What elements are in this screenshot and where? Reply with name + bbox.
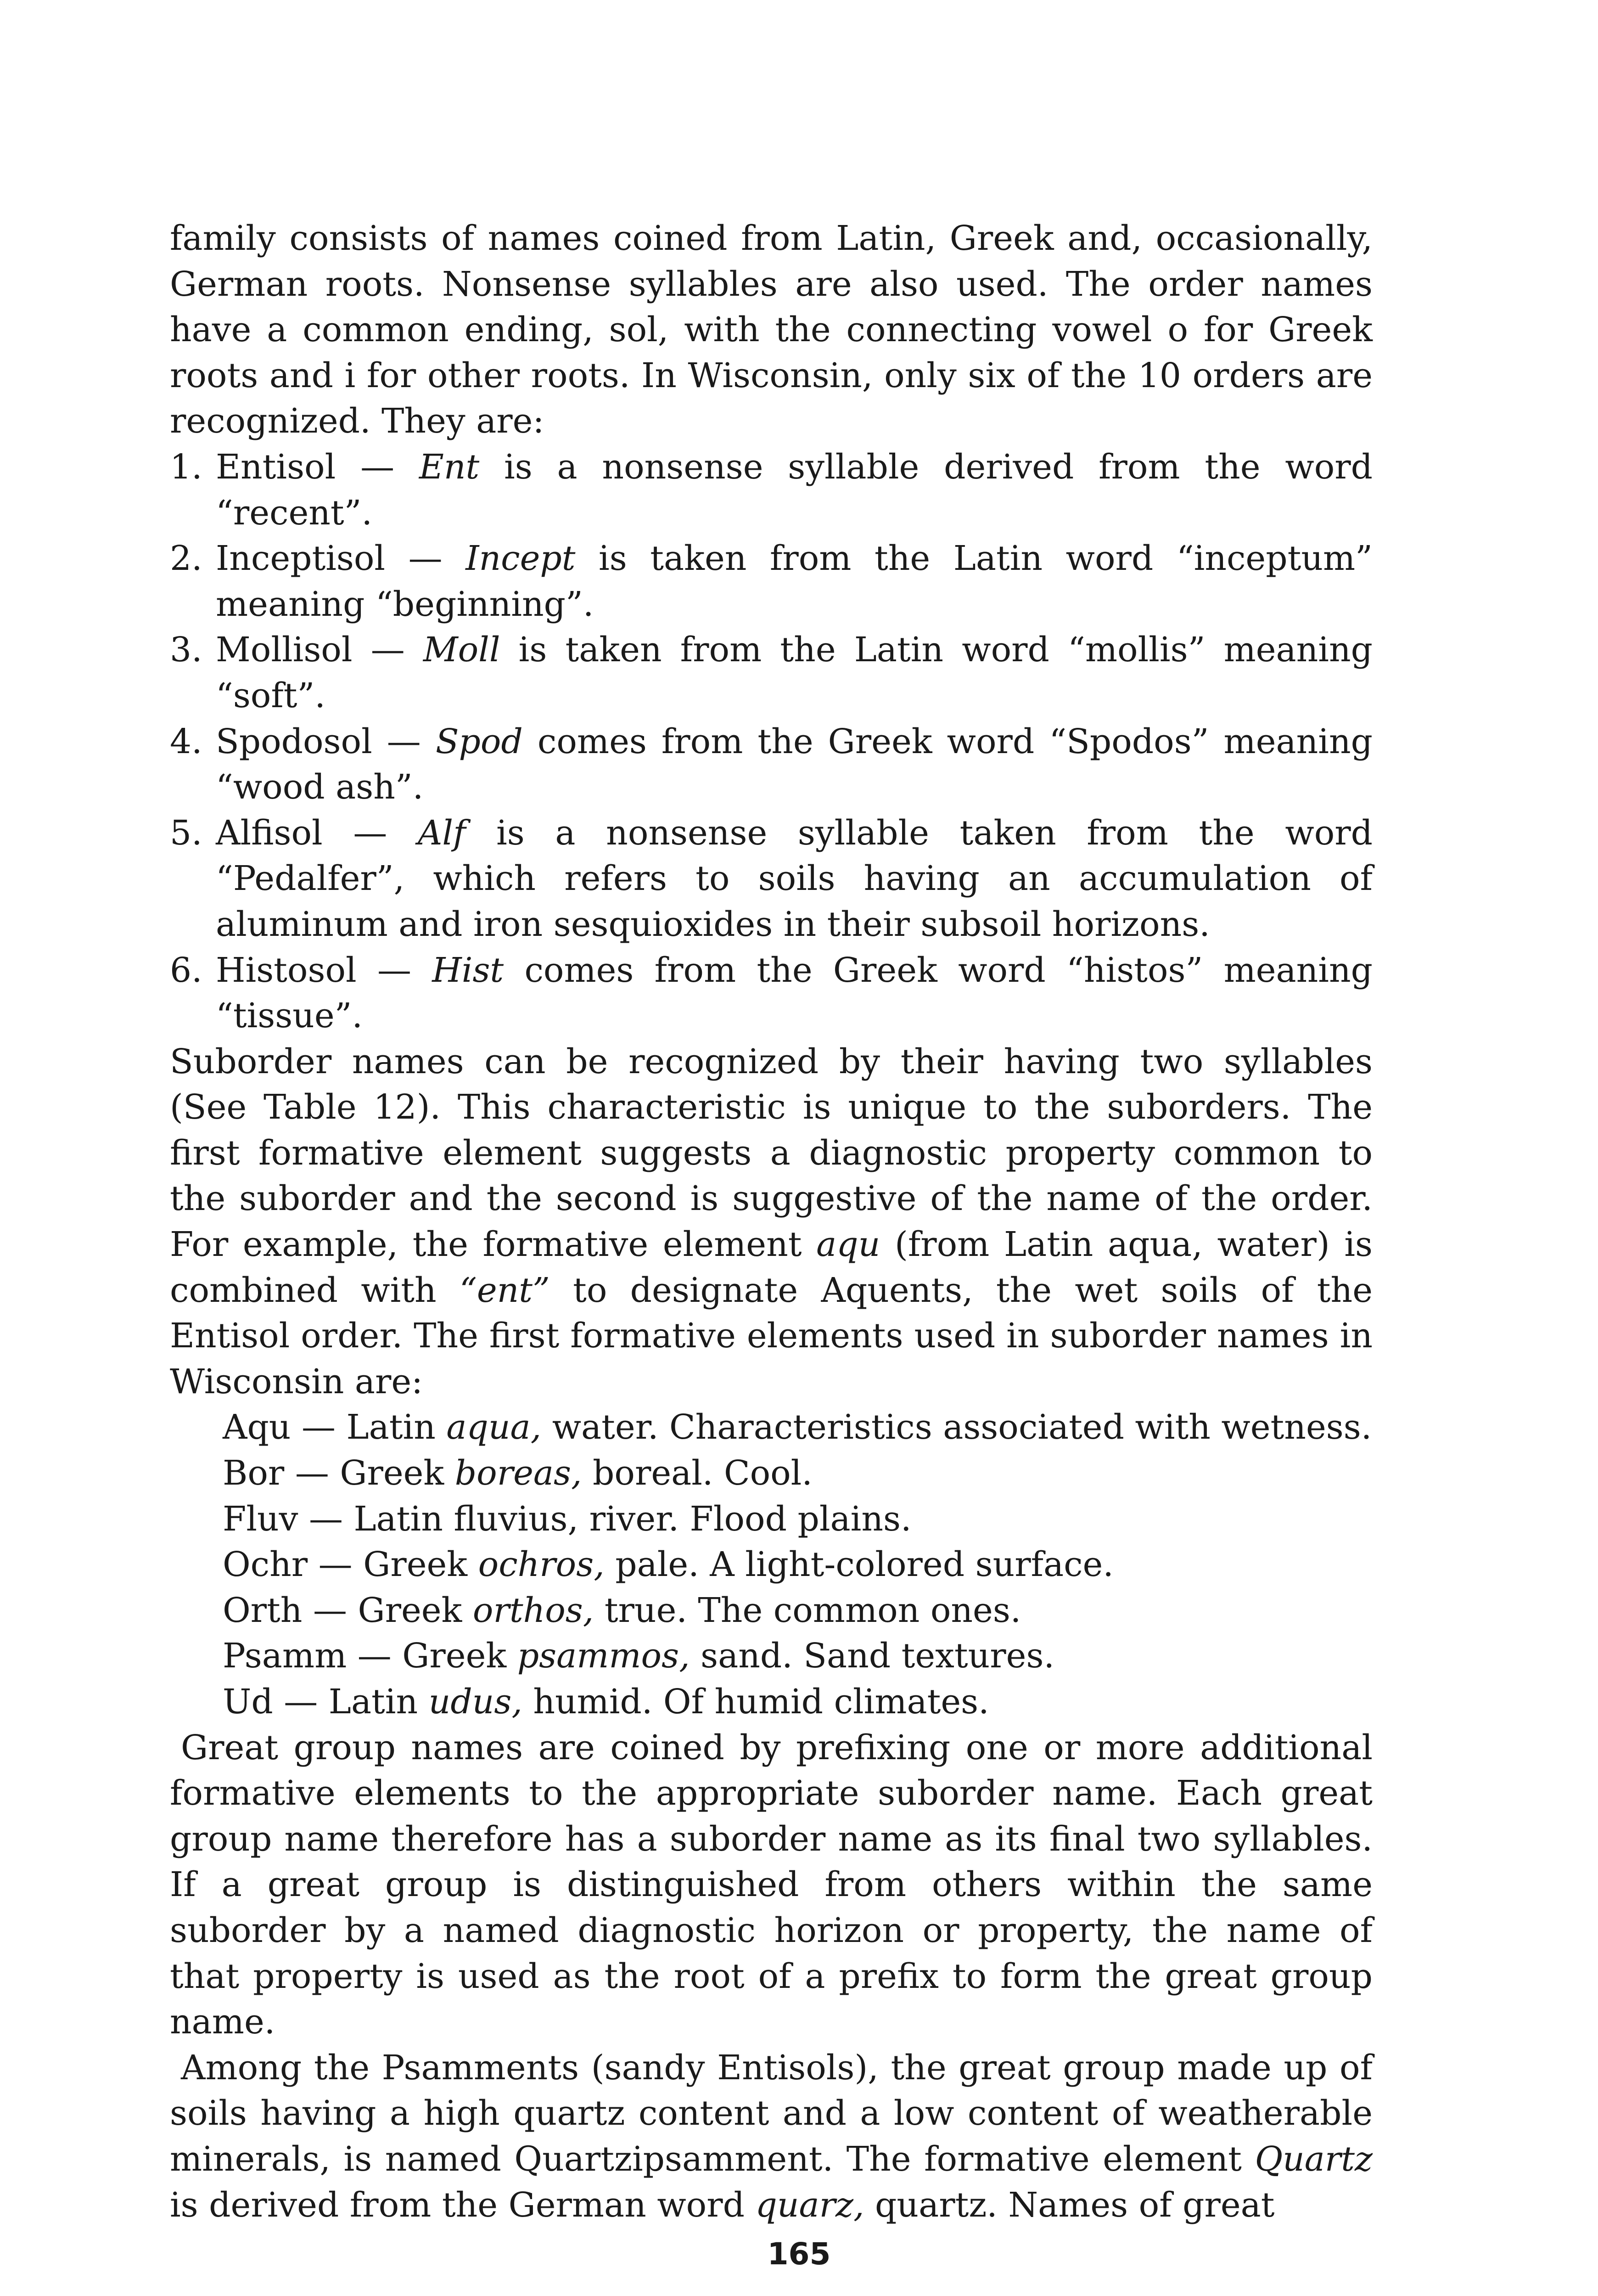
element-origin: Latin bbox=[328, 1682, 429, 1722]
em-dash: — bbox=[385, 539, 466, 579]
intro-paragraph: family consists of names coined from Latin, Greek and, occasionally, German roots. Nonsense syllables are also used. The order names have a common ending, sol, with the connecting vowel o for Greek roots and i for other roots. In Wisconsin, only six of the 10 orders are recognized. They are: bbox=[170, 219, 1373, 441]
element-meaning: true. The common ones. bbox=[594, 1590, 1021, 1630]
order-description: comes from the Greek word “histos” meaning “tissue”. bbox=[216, 950, 1373, 1036]
formative-element-aqu bbox=[223, 1405, 1373, 1451]
order-root: Incept bbox=[465, 539, 576, 579]
order-item-alfisol bbox=[170, 810, 1373, 948]
text-run: is derived from the German word bbox=[170, 2185, 756, 2225]
list-number: 2. bbox=[170, 539, 202, 579]
element-meaning: pale. A light-colored surface. bbox=[604, 1545, 1114, 1585]
element-meaning: water. Characteristics associated with wetness. bbox=[541, 1407, 1372, 1447]
element-name: Aqu bbox=[223, 1407, 291, 1447]
order-name: Histosol bbox=[216, 950, 357, 990]
page-number: 165 bbox=[767, 2236, 831, 2272]
element-name: Fluv bbox=[223, 1499, 298, 1539]
element-meaning: sand. Sand textures. bbox=[690, 1636, 1054, 1676]
formative-element-ud bbox=[223, 1679, 1373, 1725]
order-description: is a nonsense syllable taken from the word “Pedalfer”, which refers to soils having an accumulation of aluminum and iron sesquioxides in their subsoil horizons. bbox=[216, 813, 1373, 944]
formative-element-fluv bbox=[223, 1497, 1373, 1542]
element-name: Ud bbox=[223, 1682, 273, 1722]
order-item-spodosol bbox=[170, 719, 1373, 810]
element-word: ochros, bbox=[478, 1545, 605, 1585]
italic-term: quarz, bbox=[755, 2185, 864, 2225]
order-description: comes from the Greek word “Spodos” meaning “wood ash”. bbox=[216, 721, 1373, 807]
element-origin: Latin bbox=[353, 1499, 454, 1539]
text-run: quartz. Names of great bbox=[864, 2185, 1275, 2225]
order-name: Entisol bbox=[216, 447, 336, 487]
em-dash: — bbox=[302, 1590, 358, 1630]
italic-term: aqu bbox=[816, 1225, 880, 1265]
text-run: (from Latin aqua, water) is combined with bbox=[170, 1225, 1373, 1310]
order-name: Inceptisol bbox=[216, 539, 386, 579]
formative-elements-list bbox=[170, 1405, 1373, 1725]
text-run: to designate Aquents, the wet soils of the Entisol order. The first formative elements used in suborder names in Wisconsin are: bbox=[170, 1270, 1373, 1401]
em-dash: — bbox=[347, 1636, 403, 1676]
order-name: Spodosol bbox=[216, 721, 372, 761]
element-name: Ochr bbox=[223, 1545, 308, 1585]
order-root: Moll bbox=[423, 630, 500, 670]
element-word: fluvius, bbox=[454, 1499, 579, 1539]
element-origin: Greek bbox=[358, 1590, 473, 1630]
formative-element-bor bbox=[223, 1451, 1373, 1497]
italic-term: Quartz bbox=[1255, 2139, 1373, 2179]
element-word: psammos, bbox=[517, 1636, 690, 1676]
suborder-paragraph bbox=[170, 1039, 1373, 1405]
em-dash: — bbox=[336, 447, 419, 487]
list-number: 1. bbox=[170, 447, 202, 487]
em-dash: — bbox=[322, 813, 418, 853]
element-origin: Greek bbox=[340, 1453, 455, 1493]
em-dash: — bbox=[291, 1407, 347, 1447]
element-name: Psamm bbox=[223, 1636, 347, 1676]
order-root: Spod bbox=[435, 721, 523, 761]
em-dash: — bbox=[284, 1453, 340, 1493]
em-dash: — bbox=[356, 950, 432, 990]
italic-term: “ent” bbox=[459, 1270, 550, 1310]
formative-element-orth bbox=[223, 1588, 1373, 1634]
psamments-paragraph bbox=[170, 2045, 1373, 2228]
em-dash: — bbox=[372, 721, 436, 761]
order-item-entisol bbox=[170, 445, 1373, 536]
em-dash: — bbox=[352, 630, 423, 670]
element-meaning: boreal. Cool. bbox=[582, 1453, 813, 1493]
element-origin: Latin bbox=[346, 1407, 447, 1447]
list-number: 6. bbox=[170, 950, 202, 990]
list-number: 3. bbox=[170, 630, 202, 670]
list-number: 4. bbox=[170, 721, 202, 761]
element-origin: Greek bbox=[363, 1545, 478, 1585]
order-name: Alfisol bbox=[216, 813, 323, 853]
em-dash: — bbox=[298, 1499, 354, 1539]
formative-element-psamm bbox=[223, 1633, 1373, 1679]
page-body bbox=[170, 216, 1373, 2228]
order-name: Mollisol bbox=[216, 630, 353, 670]
element-name: Orth bbox=[223, 1590, 303, 1630]
soil-orders-list bbox=[170, 445, 1373, 1039]
element-name: Bor bbox=[223, 1453, 285, 1493]
element-meaning: river. Flood plains. bbox=[578, 1499, 912, 1539]
order-root: Alf bbox=[417, 813, 466, 853]
element-origin: Greek bbox=[402, 1636, 517, 1676]
text-run: Suborder names can be recognized by their having two syllables (See Table 12). This characteristic is unique to the suborders. The first formative element suggests a diagnostic property common to the suborder and the second is suggestive of the name of the order. For example, the formative element bbox=[170, 1041, 1373, 1265]
list-number: 5. bbox=[170, 813, 202, 853]
element-word: orthos, bbox=[472, 1590, 594, 1630]
order-item-histosol bbox=[170, 948, 1373, 1039]
element-word: aqua, bbox=[446, 1407, 542, 1447]
order-root: Hist bbox=[432, 950, 504, 990]
element-word: udus, bbox=[428, 1682, 522, 1722]
formative-element-ochr bbox=[223, 1542, 1373, 1588]
text-run: Among the Psamments (sandy Entisols), the great group made up of soils having a high quartz content and a low content of weatherable minerals, is named Quartzipsamment. The formative element bbox=[170, 2048, 1373, 2179]
great-group-paragraph: Great group names are coined by prefixing one or more additional formative elements to the appropriate suborder name. Each great group name therefore has a suborder name as its final two syllables. If a great group is distinguished from others within the same suborder by a named diagnostic horizon or property, the name of that property is used as the root of a prefix to form the great group name. bbox=[170, 1728, 1373, 2042]
order-item-mollisol bbox=[170, 627, 1373, 719]
em-dash: — bbox=[273, 1682, 329, 1722]
order-description: is a nonsense syllable derived from the word “recent”. bbox=[216, 447, 1373, 533]
order-root: Ent bbox=[419, 447, 480, 487]
element-meaning: humid. Of humid climates. bbox=[522, 1682, 989, 1722]
element-word: boreas, bbox=[454, 1453, 582, 1493]
order-description: is taken from the Latin word “mollis” meaning “soft”. bbox=[216, 630, 1373, 715]
order-description: is taken from the Latin word “inceptum” meaning “beginning”. bbox=[216, 539, 1373, 624]
order-item-inceptisol bbox=[170, 536, 1373, 627]
em-dash: — bbox=[308, 1545, 364, 1585]
